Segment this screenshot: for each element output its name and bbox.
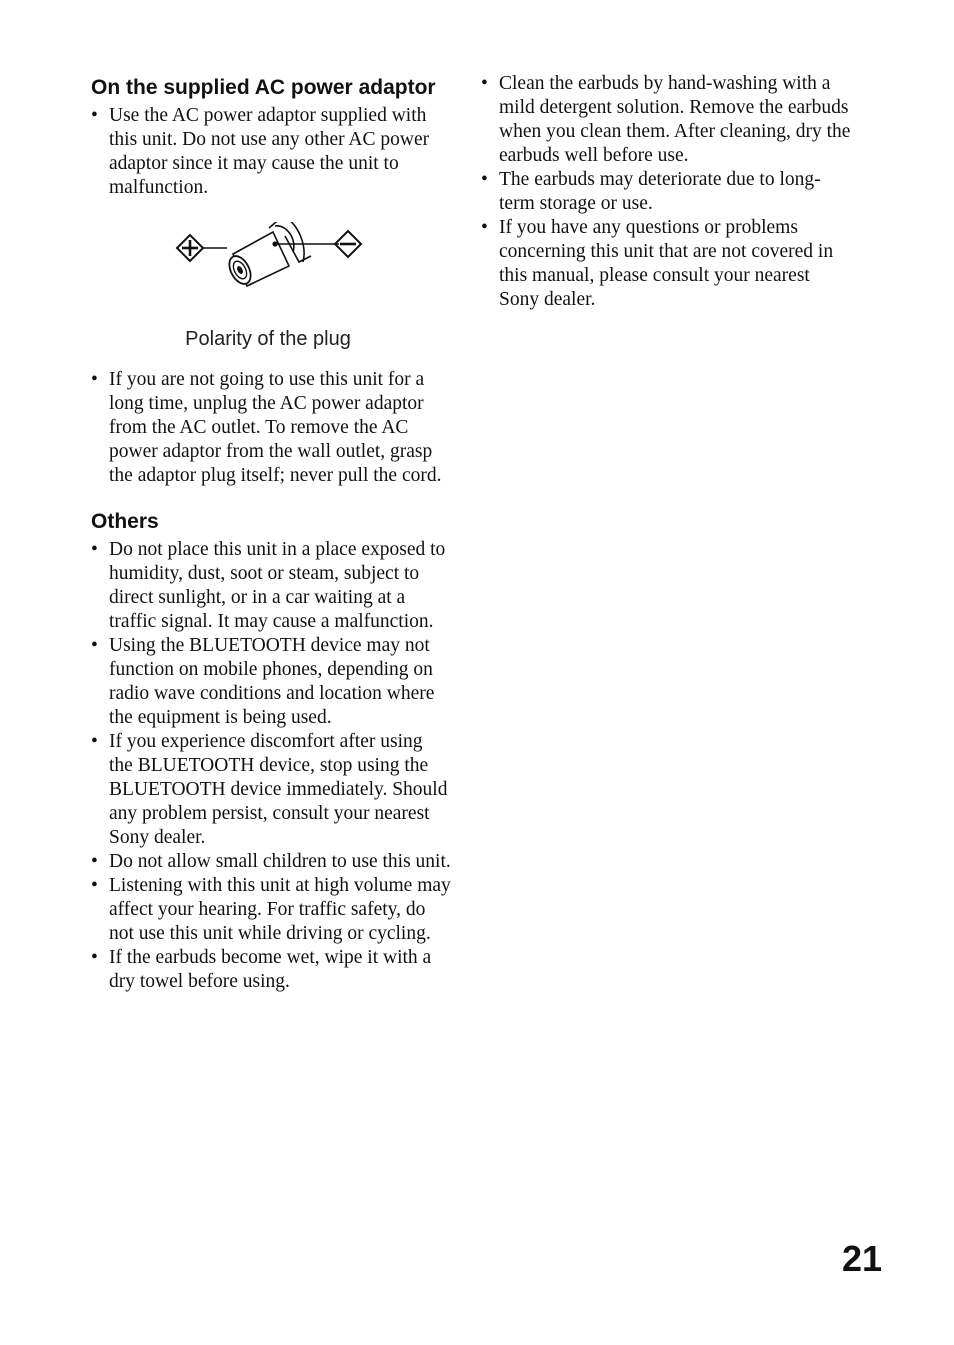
list-item: • Do not allow small children to use this unit. — [91, 850, 451, 874]
ac-adaptor-list-1 — [91, 104, 451, 200]
plug-polarity-figure — [91, 200, 451, 368]
section-heading-ac-adaptor: On the supplied AC power adaptor — [91, 76, 436, 99]
ac-adaptor-list-2 — [91, 368, 451, 488]
list-item: • Clean the earbuds by hand-washing with a mild detergent solution. Remove the earbuds when you clean them. After cleaning, dry the earbuds well before use. — [481, 72, 851, 168]
others-list — [91, 538, 451, 994]
section-heading-others: Others — [91, 510, 159, 533]
page-number: 21 — [842, 1238, 883, 1279]
list-item: • Using the BLUETOOTH device may not function on mobile phones, depending on radio wave conditions and location where the equipment is being used. — [91, 634, 451, 730]
list-item: • If you have any questions or problems concerning this unit that are not covered in this manual, please consult your nearest Sony dealer. — [481, 216, 851, 312]
list-item: • If the earbuds become wet, wipe it with a dry towel before using. — [91, 946, 451, 994]
dc-plug-icon — [225, 222, 339, 287]
right-column — [481, 72, 851, 312]
list-item: • Use the AC power adaptor supplied with this unit. Do not use any other AC power adaptor since it may cause the unit to malfunction. — [91, 104, 451, 200]
plus-terminal-icon — [177, 235, 227, 261]
list-item: • The earbuds may deteriorate due to long-term storage or use. — [481, 168, 851, 216]
left-column — [91, 72, 451, 994]
plug-diagram — [175, 222, 365, 322]
others-list-continued — [481, 72, 851, 312]
list-item: • If you are not going to use this unit for a long time, unplug the AC power adaptor from the AC outlet. To remove the AC power adaptor from the wall outlet, grasp the adaptor plug itself; never pull the cord. — [91, 368, 451, 488]
figure-caption: Polarity of the plug — [185, 328, 351, 350]
list-item: • Do not place this unit in a place exposed to humidity, dust, soot or steam, subject to direct sunlight, or in a car waiting at a traffic signal. It may cause a malfunction. — [91, 538, 451, 634]
list-item: • If you experience discomfort after using the BLUETOOTH device, stop using the BLUETOOTH device immediately. Should any problem persist, consult your nearest Sony dealer. — [91, 730, 451, 850]
list-item: • Listening with this unit at high volume may affect your hearing. For traffic safety, do not use this unit while driving or cycling. — [91, 874, 451, 946]
